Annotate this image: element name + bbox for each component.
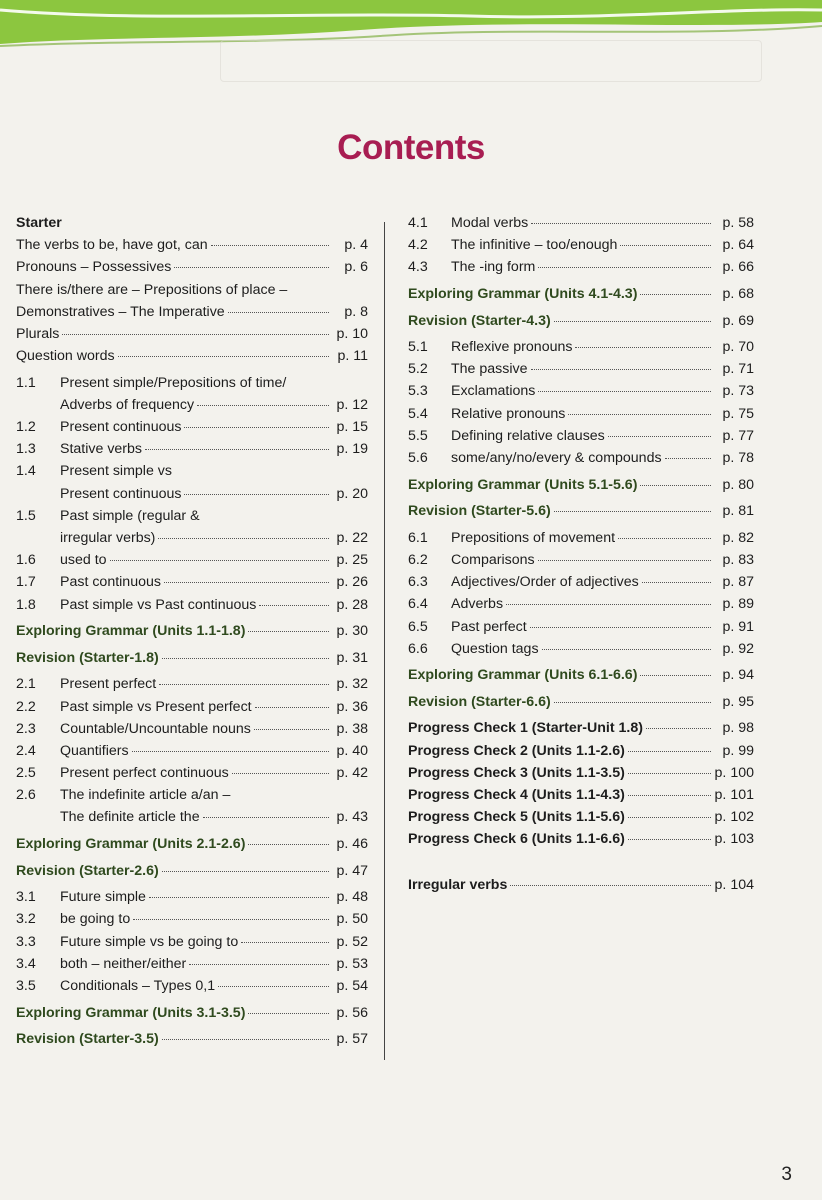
entry-title: Revision (Starter-5.6): [408, 503, 551, 520]
leader-dots: [197, 404, 329, 406]
contents-entry: [16, 571, 368, 593]
entry-title: Quantifiers: [60, 742, 129, 759]
entry-title: Progress Check 3 (Units 1.1-3.5): [408, 764, 625, 781]
page-reference: p. 54: [336, 977, 368, 994]
entry-title: The passive: [451, 361, 528, 378]
unit-number: 1.5: [16, 507, 36, 524]
leader-dots: [608, 435, 711, 437]
page-reference: p. 71: [722, 361, 754, 378]
leader-dots: [189, 963, 329, 965]
unit-number: 6.6: [408, 640, 428, 657]
leader-dots: [628, 750, 711, 752]
page-reference: p. 73: [722, 383, 754, 400]
unit-number: 2.6: [16, 787, 36, 804]
leader-dots: [184, 493, 329, 495]
contents-entry: [16, 256, 368, 278]
page-reference: p. 81: [722, 503, 754, 520]
contents-entry: [16, 394, 368, 416]
contents-entry: [408, 212, 754, 234]
unit-number: 3.4: [16, 955, 36, 972]
entry-title: Comparisons: [451, 551, 535, 568]
leader-dots: [211, 244, 329, 246]
page-reference: p. 31: [336, 649, 368, 666]
unit-number: 1.4: [16, 463, 36, 480]
page-number: 3: [781, 1164, 792, 1185]
unit-number: 3.5: [16, 977, 36, 994]
entry-title: Relative pronouns: [451, 405, 566, 422]
unit-number: 4.3: [408, 259, 428, 276]
contents-entry: [16, 784, 368, 806]
leader-dots: [640, 484, 711, 486]
page-reference: p. 6: [344, 259, 368, 276]
contents-entry: [16, 718, 368, 740]
unit-number: 4.2: [408, 237, 428, 254]
contents-section-entry: [408, 828, 754, 850]
contents-entry: [16, 483, 368, 505]
entry-title: Irregular verbs: [408, 876, 508, 893]
contents-section-entry: [408, 691, 754, 713]
leader-dots: [248, 843, 329, 845]
page-reference: p. 82: [722, 529, 754, 546]
entry-title: Present simple/Prepositions of time/: [60, 374, 287, 391]
contents-entry: [16, 762, 368, 784]
entry-title: The indefinite article a/an –: [60, 787, 231, 804]
page-reference: p. 75: [722, 405, 754, 422]
entry-title: Progress Check 1 (Starter-Unit 1.8): [408, 720, 643, 737]
page-reference: p. 83: [722, 551, 754, 568]
contents-entry: [16, 460, 368, 482]
page-reference: p. 89: [722, 596, 754, 613]
contents-entry: [16, 527, 368, 549]
page-reference: p. 69: [722, 312, 754, 329]
entry-title: Modal verbs: [451, 215, 529, 231]
leader-dots: [255, 706, 329, 708]
page-reference: p. 8: [344, 303, 368, 320]
contents-entry: [16, 234, 368, 256]
contents-section-entry: [16, 1028, 368, 1050]
entry-title: Adverbs: [451, 596, 504, 613]
contents-entry: [16, 740, 368, 762]
leader-dots: [628, 772, 711, 774]
page-reference: p. 52: [336, 933, 368, 950]
page-reference: p. 46: [336, 836, 368, 853]
entry-title: Demonstratives – The Imperative: [16, 303, 225, 320]
page-reference: p. 87: [722, 574, 754, 591]
page-reference: p. 99: [722, 742, 754, 759]
contents-entry: [408, 425, 754, 447]
contents-entry: [16, 416, 368, 438]
entry-title: Progress Check 5 (Units 1.1-5.6): [408, 809, 625, 826]
entry-title: Prepositions of movement: [451, 529, 616, 546]
contents-entry: [408, 380, 754, 402]
contents-section-entry: [408, 874, 754, 896]
contents-entry: [16, 505, 368, 527]
contents-entry: [408, 571, 754, 593]
leader-dots: [149, 896, 329, 898]
contents-section-entry: [16, 860, 368, 882]
contents-section-entry: [408, 310, 754, 332]
contents-entry: [16, 301, 368, 323]
background-bleed-header: [220, 40, 762, 82]
unit-number: 5.1: [408, 339, 428, 356]
entry-title: Exploring Grammar (Units 6.1-6.6): [408, 667, 638, 684]
page-reference: p. 43: [336, 809, 368, 826]
contents-section-entry: [408, 283, 754, 305]
leader-dots: [646, 727, 711, 729]
page-reference: p. 91: [722, 618, 754, 635]
entry-title: Progress Check 4 (Units 1.1-4.3): [408, 787, 625, 804]
page-reference: p. 92: [722, 640, 754, 657]
contents-entry: [16, 886, 368, 908]
unit-number: 5.4: [408, 405, 428, 422]
leader-dots: [232, 772, 329, 774]
page-reference: p. 15: [336, 419, 368, 436]
leader-dots: [531, 222, 711, 224]
unit-number: 3.3: [16, 933, 36, 950]
entry-title: be going to: [60, 911, 131, 928]
entry-title: Countable/Uncountable nouns: [60, 720, 251, 737]
page-reference: p. 80: [722, 476, 754, 493]
entry-title: both – neither/either: [60, 955, 187, 972]
unit-number: 1.6: [16, 552, 36, 569]
leader-dots: [162, 1038, 329, 1040]
contents-entry: [16, 323, 368, 345]
leader-dots: [158, 537, 329, 539]
entry-title: Adverbs of frequency: [60, 396, 195, 413]
leader-dots: [628, 816, 711, 818]
page-reference: p. 4: [344, 237, 368, 254]
contents-section-entry: [408, 500, 754, 522]
contents-section-entry: [16, 1002, 368, 1024]
unit-number: 1.3: [16, 441, 36, 458]
contents-entry: [16, 908, 368, 930]
contents-section-entry: [408, 806, 754, 828]
contents-left-column: [16, 212, 368, 1050]
page-reference: p. 38: [336, 720, 368, 737]
leader-dots: [554, 510, 711, 512]
page-reference: p. 66: [722, 259, 754, 276]
contents-entry: [16, 953, 368, 975]
unit-number: 1.8: [16, 596, 36, 613]
leader-dots: [118, 355, 329, 357]
entry-title: Exploring Grammar (Units 5.1-5.6): [408, 476, 638, 493]
leader-dots: [554, 320, 711, 322]
page-reference: p. 103: [714, 831, 754, 848]
entry-title: Question words: [16, 348, 115, 365]
page-reference: p. 68: [722, 285, 754, 302]
leader-dots: [228, 311, 329, 313]
contents-section-entry: [16, 647, 368, 669]
entry-title: Revision (Starter-4.3): [408, 312, 551, 329]
page-reference: p. 48: [336, 889, 368, 906]
page-reference: p. 101: [714, 787, 754, 804]
contents-entry: [16, 372, 368, 394]
leader-dots: [538, 559, 711, 561]
contents-section-entry: [408, 717, 754, 739]
leader-dots: [241, 941, 329, 943]
entry-title: Revision (Starter-3.5): [16, 1031, 159, 1048]
leader-dots: [184, 426, 329, 428]
entry-title: Past simple vs Past continuous: [60, 596, 257, 613]
leader-dots: [640, 674, 711, 676]
contents-entry: [408, 616, 754, 638]
entry-title: Progress Check 6 (Units 1.1-6.6): [408, 831, 625, 848]
contents-entry: [408, 593, 754, 615]
page-reference: p. 26: [336, 574, 368, 591]
leader-dots: [133, 918, 329, 920]
contents-section-entry: [408, 762, 754, 784]
entry-title: Defining relative clauses: [451, 427, 605, 444]
leader-dots: [531, 368, 712, 370]
contents-entry: [16, 696, 368, 718]
page-reference: p. 12: [336, 396, 368, 413]
page-reference: p. 11: [337, 348, 368, 365]
unit-number: 5.2: [408, 361, 428, 378]
entry-title: Exploring Grammar (Units 3.1-3.5): [16, 1004, 246, 1021]
page-reference: p. 98: [722, 720, 754, 737]
entry-title: Exploring Grammar (Units 1.1-1.8): [16, 623, 246, 640]
entry-title: There is/there are – Prepositions of place –: [16, 281, 288, 298]
leader-dots: [628, 838, 711, 840]
entry-title: Present continuous: [60, 485, 182, 502]
unit-number: 2.5: [16, 765, 36, 782]
entry-title: Stative verbs: [60, 441, 143, 458]
contents-entry: [16, 931, 368, 953]
page-reference: p. 100: [714, 764, 754, 781]
page-reference: p. 25: [336, 552, 368, 569]
leader-dots: [162, 870, 329, 872]
contents-section-entry: [16, 833, 368, 855]
page-reference: p. 30: [336, 623, 368, 640]
unit-number: 2.2: [16, 698, 36, 715]
entry-title: Exploring Grammar (Units 4.1-4.3): [408, 285, 638, 302]
page-reference: p. 94: [722, 667, 754, 684]
entry-title: Progress Check 2 (Units 1.1-2.6): [408, 742, 625, 759]
page-reference: p. 19: [336, 441, 368, 458]
leader-dots: [132, 750, 329, 752]
entry-title: Revision (Starter-2.6): [16, 862, 159, 879]
entry-title: Past perfect: [451, 618, 527, 635]
page-reference: p. 36: [336, 698, 368, 715]
page-reference: p. 95: [722, 693, 754, 710]
leader-dots: [218, 985, 329, 987]
leader-dots: [618, 537, 711, 539]
page-reference: p. 58: [722, 215, 754, 231]
leader-dots: [259, 604, 329, 606]
entry-title: Pronouns – Possessives: [16, 259, 172, 276]
contents-entry: [16, 438, 368, 460]
contents-entry: [408, 527, 754, 549]
contents-entry: [408, 638, 754, 660]
entry-title: The infinitive – too/enough: [451, 237, 618, 254]
entry-title: The -ing form: [451, 259, 536, 276]
leader-dots: [665, 457, 711, 459]
leader-dots: [62, 333, 329, 335]
page-reference: p. 22: [336, 530, 368, 547]
entry-title: Past simple vs Present perfect: [60, 698, 252, 715]
entry-title: Future simple vs be going to: [60, 933, 239, 950]
leader-dots: [254, 728, 329, 730]
entry-title: Reflexive pronouns: [451, 339, 573, 356]
contents-entry: [16, 345, 368, 367]
leader-dots: [162, 657, 329, 659]
leader-dots: [642, 581, 711, 583]
leader-dots: [575, 346, 711, 348]
page-reference: p. 78: [722, 450, 754, 467]
entry-title: Past continuous: [60, 574, 161, 591]
leader-dots: [506, 603, 711, 605]
contents-right-column: [408, 212, 754, 896]
contents-entry: [16, 673, 368, 695]
page-reference: p. 10: [336, 325, 368, 342]
entry-title: Exclamations: [451, 383, 536, 400]
leader-dots: [164, 581, 329, 583]
leader-dots: [620, 244, 711, 246]
leader-dots: [568, 413, 711, 415]
contents-entry: [408, 358, 754, 380]
entry-title: Present simple vs: [60, 463, 172, 480]
entry-title: Conditionals – Types 0,1: [60, 977, 216, 994]
unit-number: 1.7: [16, 574, 36, 591]
contents-entry: [16, 279, 368, 301]
page-reference: p. 57: [336, 1031, 368, 1048]
contents-entry: [408, 336, 754, 358]
entry-title: Adjectives/Order of adjectives: [451, 574, 639, 591]
unit-number: 5.3: [408, 383, 428, 400]
entry-title: irregular verbs): [60, 530, 156, 547]
page-title: Contents: [337, 128, 485, 167]
entry-title: Present perfect: [60, 676, 157, 693]
leader-dots: [203, 816, 329, 818]
entry-title: Present perfect continuous: [60, 765, 229, 782]
leader-dots: [248, 1012, 329, 1014]
section-heading: Starter: [16, 215, 62, 231]
contents-entry: [408, 256, 754, 278]
leader-dots: [538, 266, 711, 268]
contents-entry: [16, 806, 368, 828]
page-reference: p. 70: [722, 339, 754, 356]
leader-dots: [538, 390, 711, 392]
unit-number: 2.4: [16, 742, 36, 759]
contents-section-entry: [408, 740, 754, 762]
entry-title: used to: [60, 552, 107, 569]
entry-title: The definite article the: [60, 809, 200, 826]
unit-number: 6.5: [408, 618, 428, 635]
page-reference: p. 56: [336, 1004, 368, 1021]
leader-dots: [159, 683, 329, 685]
leader-dots: [640, 293, 711, 295]
leader-dots: [628, 794, 711, 796]
unit-number: 4.1: [408, 215, 428, 231]
leader-dots: [248, 630, 329, 632]
leader-dots: [110, 559, 329, 561]
page-reference: p. 64: [722, 237, 754, 254]
entry-title: Present continuous: [60, 419, 182, 436]
entry-title: Future simple: [60, 889, 146, 906]
contents-section-entry: [16, 620, 368, 642]
page-reference: p. 77: [722, 427, 754, 444]
page-reference: p. 32: [336, 676, 368, 693]
page-reference: p. 102: [714, 809, 754, 826]
page-reference: p. 50: [336, 911, 368, 928]
contents-entry: [16, 549, 368, 571]
unit-number: 1.1: [16, 374, 36, 391]
contents-entry: [408, 447, 754, 469]
entry-title: some/any/no/every & compounds: [451, 450, 662, 467]
column-divider: [384, 222, 385, 1060]
page-reference: p. 53: [336, 955, 368, 972]
leader-dots: [510, 884, 711, 886]
page-reference: p. 47: [336, 862, 368, 879]
page-reference: p. 42: [336, 765, 368, 782]
entry-title: Revision (Starter-1.8): [16, 649, 159, 666]
entry-title: The verbs to be, have got, can: [16, 237, 208, 254]
entry-title: Question tags: [451, 640, 539, 657]
contents-section-entry: [408, 474, 754, 496]
entry-title: Past simple (regular &: [60, 507, 200, 524]
contents-entry: [408, 234, 754, 256]
unit-number: 2.3: [16, 720, 36, 737]
leader-dots: [542, 648, 711, 650]
page-reference: p. 40: [336, 742, 368, 759]
unit-number: 3.2: [16, 911, 36, 928]
page-reference: p. 104: [714, 876, 754, 893]
entry-title: Exploring Grammar (Units 2.1-2.6): [16, 836, 246, 853]
entry-title: Plurals: [16, 325, 60, 342]
leader-dots: [530, 626, 711, 628]
leader-dots: [174, 266, 329, 268]
contents-section-entry: [408, 664, 754, 686]
contents-entry: [16, 975, 368, 997]
unit-number: 2.1: [16, 676, 36, 693]
contents-entry: [408, 549, 754, 571]
unit-number: 6.1: [408, 529, 428, 546]
contents-entry: [16, 594, 368, 616]
unit-number: 1.2: [16, 419, 36, 436]
unit-number: 3.1: [16, 889, 36, 906]
entry-title: Revision (Starter-6.6): [408, 693, 551, 710]
unit-number: 5.6: [408, 450, 428, 467]
page-reference: p. 28: [336, 596, 368, 613]
unit-number: 6.2: [408, 551, 428, 568]
unit-number: 6.4: [408, 596, 428, 613]
unit-number: 5.5: [408, 427, 428, 444]
page-reference: p. 20: [336, 485, 368, 502]
contents-entry: [408, 403, 754, 425]
unit-number: 6.3: [408, 574, 428, 591]
leader-dots: [554, 701, 711, 703]
contents-section-entry: [408, 784, 754, 806]
leader-dots: [145, 448, 329, 450]
